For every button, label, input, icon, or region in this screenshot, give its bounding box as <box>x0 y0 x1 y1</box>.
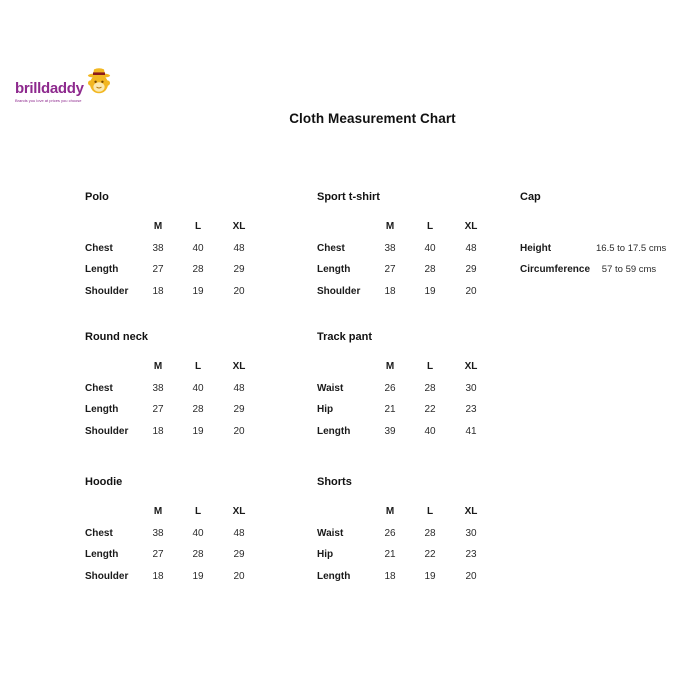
measurement-row <box>85 421 317 443</box>
measurement-value: 48 <box>233 242 245 254</box>
monkey-with-hat-icon <box>86 66 112 99</box>
brand-tagline: Brands you love at prices you choose <box>15 98 82 103</box>
size-column-header: L <box>426 361 434 373</box>
section-title: Sport t-shirt <box>317 191 380 203</box>
measurement-label: Length <box>317 264 351 276</box>
measurement-label: Chest <box>85 242 113 254</box>
measurement-value: 26 <box>384 382 396 394</box>
measurement-value: 27 <box>152 404 164 416</box>
measurement-row <box>317 421 520 443</box>
section-title: Round neck <box>85 331 148 343</box>
measurement-label: Shoulder <box>85 285 129 297</box>
measurement-value: 20 <box>465 570 477 582</box>
measurement-row <box>520 238 694 260</box>
measurement-value: 27 <box>152 264 164 276</box>
size-header-row <box>317 356 520 378</box>
measurement-value: 28 <box>424 527 436 539</box>
measurement-label: Shoulder <box>317 285 361 297</box>
empty-cell <box>520 325 694 470</box>
spacer <box>520 216 694 238</box>
measurement-value: 19 <box>424 285 436 297</box>
measurement-value: 30 <box>465 527 477 539</box>
measurement-label: Shoulder <box>85 425 129 437</box>
measurement-label: Waist <box>317 527 344 539</box>
measurement-value: 28 <box>192 549 204 561</box>
size-column-header: M <box>153 506 163 518</box>
cap-section <box>520 185 694 325</box>
brand-name: brilldaddy <box>15 80 84 97</box>
measurement-value: 40 <box>192 527 204 539</box>
measurement-value: 20 <box>465 285 477 297</box>
shorts-section <box>317 470 520 587</box>
size-column-header: XL <box>232 506 246 518</box>
size-column-header: XL <box>464 506 478 518</box>
measurement-row <box>85 544 317 566</box>
measurement-value: 48 <box>465 242 477 254</box>
measurement-value: 20 <box>233 425 245 437</box>
measurement-value: 38 <box>152 527 164 539</box>
size-column-header: M <box>385 221 395 233</box>
measurement-value: 19 <box>192 285 204 297</box>
measurement-label: Length <box>85 264 119 276</box>
track-pant-section <box>317 325 520 470</box>
measurement-row <box>520 259 694 281</box>
measurement-value: 19 <box>192 425 204 437</box>
measurement-row <box>85 523 317 545</box>
measurement-value: 40 <box>192 242 204 254</box>
measurement-label: Hip <box>317 404 334 416</box>
size-column-header: M <box>385 361 395 373</box>
section-title: Polo <box>85 191 109 203</box>
measurement-value: 28 <box>424 382 436 394</box>
measurement-value: 40 <box>424 242 436 254</box>
measurement-value: 29 <box>233 404 245 416</box>
measurement-label: Length <box>85 549 119 561</box>
measurement-label: Shoulder <box>85 570 129 582</box>
round-neck-section <box>85 325 317 470</box>
measurement-value: 20 <box>233 285 245 297</box>
measurement-row <box>85 259 317 281</box>
size-header-row <box>85 216 317 238</box>
measurement-value: 21 <box>384 404 396 416</box>
size-column-header: XL <box>232 221 246 233</box>
measurement-label: Chest <box>85 382 113 394</box>
measurement-value: 22 <box>424 404 436 416</box>
measurement-row <box>317 259 520 281</box>
measurement-row <box>317 399 520 421</box>
measurement-row <box>317 544 520 566</box>
measurement-value: 20 <box>233 570 245 582</box>
size-column-header: L <box>194 221 202 233</box>
measurement-value: 16.5 to 17.5 cms <box>596 242 667 254</box>
measurement-label: Length <box>85 404 119 416</box>
measurement-value: 18 <box>384 285 396 297</box>
measurement-value: 21 <box>384 549 396 561</box>
measurement-row <box>85 238 317 260</box>
measurement-value: 27 <box>384 264 396 276</box>
size-column-header: XL <box>232 361 246 373</box>
measurement-value: 38 <box>384 242 396 254</box>
measurement-value: 38 <box>152 242 164 254</box>
measurement-value: 23 <box>465 404 477 416</box>
measurement-label: Height <box>520 242 552 254</box>
size-header-row <box>85 501 317 523</box>
section-title: Hoodie <box>85 476 123 488</box>
polo-section <box>85 185 317 325</box>
measurement-sections-grid <box>85 185 694 587</box>
size-column-header: M <box>153 361 163 373</box>
measurement-label: Hip <box>317 549 334 561</box>
measurement-value: 48 <box>233 382 245 394</box>
measurement-value: 29 <box>233 549 245 561</box>
measurement-value: 29 <box>233 264 245 276</box>
size-column-header: L <box>426 221 434 233</box>
brand-logo <box>15 66 112 103</box>
size-column-header: M <box>153 221 163 233</box>
measurement-label: Chest <box>317 242 345 254</box>
measurement-value: 18 <box>152 425 164 437</box>
hoodie-section <box>85 470 317 587</box>
size-header-row <box>85 356 317 378</box>
size-column-header: L <box>194 361 202 373</box>
measurement-value: 23 <box>465 549 477 561</box>
size-column-header: XL <box>464 361 478 373</box>
measurement-value: 41 <box>465 425 477 437</box>
section-title: Track pant <box>317 331 373 343</box>
measurement-value: 39 <box>384 425 396 437</box>
measurement-label: Length <box>317 425 351 437</box>
measurement-row <box>317 378 520 400</box>
measurement-value: 38 <box>152 382 164 394</box>
measurement-value: 30 <box>465 382 477 394</box>
size-column-header: XL <box>464 221 478 233</box>
measurement-value: 40 <box>424 425 436 437</box>
measurement-row <box>317 523 520 545</box>
measurement-value: 28 <box>192 404 204 416</box>
page-title: Cloth Measurement Chart <box>289 111 456 126</box>
measurement-value: 57 to 59 cms <box>601 264 657 276</box>
measurement-value: 22 <box>424 549 436 561</box>
measurement-label: Length <box>317 570 351 582</box>
size-column-header: L <box>426 506 434 518</box>
measurement-row <box>317 566 520 588</box>
measurement-value: 18 <box>384 570 396 582</box>
measurement-value: 19 <box>424 570 436 582</box>
size-column-header: M <box>385 506 395 518</box>
measurement-row <box>317 238 520 260</box>
measurement-label: Chest <box>85 527 113 539</box>
measurement-value: 40 <box>192 382 204 394</box>
measurement-label: Waist <box>317 382 344 394</box>
measurement-value: 27 <box>152 549 164 561</box>
measurement-row <box>85 378 317 400</box>
measurement-row <box>85 281 317 303</box>
section-title-cap: Cap <box>520 191 541 203</box>
measurement-value: 19 <box>192 570 204 582</box>
section-title: Shorts <box>317 476 352 488</box>
measurement-value: 18 <box>152 570 164 582</box>
measurement-value: 18 <box>152 285 164 297</box>
measurement-row <box>85 399 317 421</box>
measurement-value: 29 <box>465 264 477 276</box>
measurement-value: 26 <box>384 527 396 539</box>
measurement-label: Circumference <box>520 264 591 276</box>
measurement-value: 48 <box>233 527 245 539</box>
measurement-value: 28 <box>192 264 204 276</box>
measurement-row <box>85 566 317 588</box>
size-column-header: L <box>194 506 202 518</box>
sport-tshirt-section <box>317 185 520 325</box>
size-header-row <box>317 501 520 523</box>
measurement-value: 28 <box>424 264 436 276</box>
size-header-row <box>317 216 520 238</box>
measurement-row <box>317 281 520 303</box>
